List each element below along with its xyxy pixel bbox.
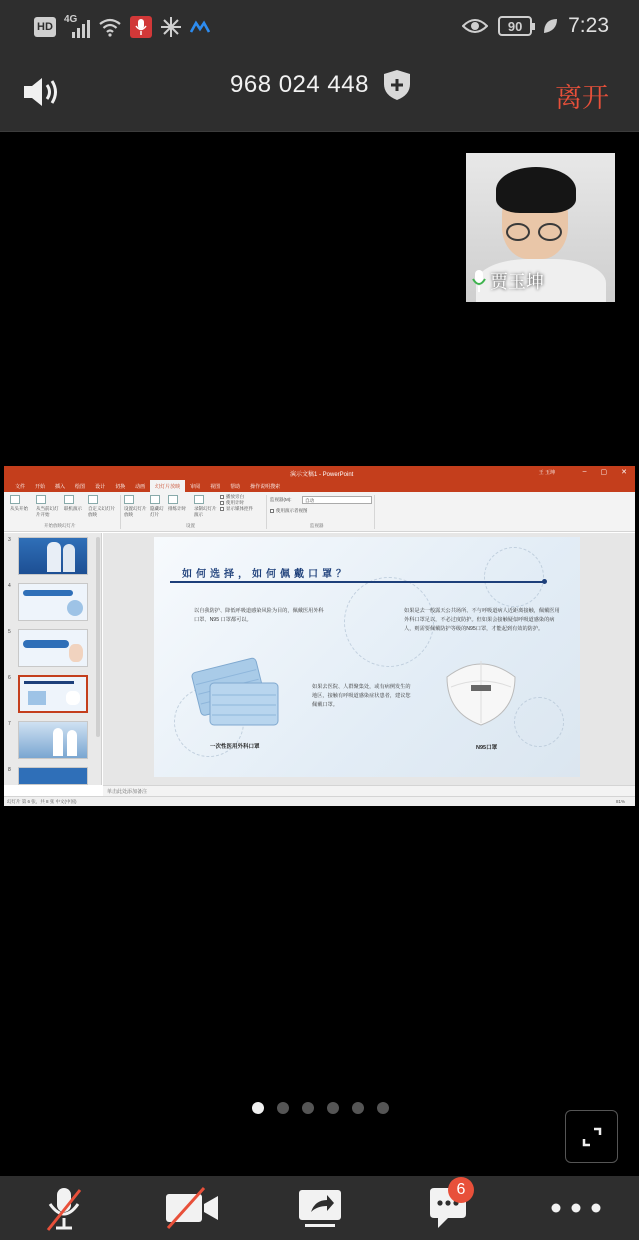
ppt-user-name: 王 玉坤 bbox=[538, 470, 555, 476]
ppt-tab[interactable]: 审阅 bbox=[190, 484, 201, 490]
ppt-tab[interactable]: 动画 bbox=[135, 484, 146, 490]
mask1-label: 一次性医用外科口罩 bbox=[210, 744, 260, 750]
ribbon-from-current[interactable]: 从当前幻灯片开始 bbox=[36, 495, 62, 518]
ppt-tab[interactable]: 开始 bbox=[35, 484, 46, 490]
ppt-ribbon bbox=[4, 492, 635, 532]
asterisk-icon bbox=[160, 16, 182, 38]
ribbon-rehearse[interactable]: 排练计时 bbox=[168, 495, 190, 512]
thumb-number: 3 bbox=[8, 537, 11, 543]
monitor-select[interactable]: 自动 bbox=[302, 496, 372, 504]
leaf-icon bbox=[542, 17, 558, 35]
ppt-tab[interactable]: 幻灯片放映 bbox=[150, 480, 185, 492]
meeting-app-icon bbox=[190, 20, 210, 34]
system-status-bar bbox=[0, 0, 639, 54]
meeting-toolbar bbox=[0, 1176, 639, 1240]
slide-text-right: 如果是去一般露天公共场所、不与呼吸道病人近距离接触，佩戴医用外科口罩足以，不必过度防护。但如果会接触疑似呼吸道感染的病人，则需要佩戴防护等级的N95口罩，才能起到有效的防护。 bbox=[404, 608, 560, 632]
participant-hair bbox=[496, 167, 576, 213]
camera-off-icon[interactable] bbox=[164, 1186, 220, 1230]
ribbon-group-monitor: 监视器 bbox=[310, 523, 324, 528]
close-icon[interactable]: ✕ bbox=[621, 469, 627, 476]
slide-editor[interactable] bbox=[103, 533, 635, 785]
speaker-icon[interactable] bbox=[22, 76, 60, 108]
fullscreen-icon bbox=[580, 1125, 604, 1149]
mask2-label: N95口罩 bbox=[476, 745, 498, 751]
ribbon-from-start[interactable]: 从头开始 bbox=[10, 495, 28, 512]
more-options-icon[interactable] bbox=[548, 1202, 604, 1214]
ppt-tab[interactable]: 操作说明搜索 bbox=[250, 484, 281, 490]
slide-text-left: 以自我防护、降低呼吸道感染风险为目的，佩戴医用外科口罩、N95 口罩都可以。 bbox=[194, 608, 324, 623]
share-screen-icon[interactable] bbox=[297, 1186, 343, 1230]
ppt-tab[interactable]: 插入 bbox=[55, 484, 66, 490]
thumb-number: 8 bbox=[8, 767, 11, 773]
check-narration[interactable]: 播放旁白 bbox=[220, 494, 266, 500]
current-slide[interactable] bbox=[154, 537, 580, 777]
check-media-controls[interactable]: 显示媒体控件 bbox=[220, 506, 266, 512]
chat-unread-badge: 6 bbox=[448, 1177, 474, 1203]
ppt-ribbon-tabs bbox=[4, 480, 635, 492]
mic-muted-icon[interactable] bbox=[44, 1186, 84, 1232]
fullscreen-button[interactable] bbox=[565, 1110, 618, 1163]
meeting-id[interactable]: 968 024 448 bbox=[230, 71, 369, 98]
window-controls bbox=[583, 468, 627, 476]
ppt-tab[interactable]: 绘图 bbox=[75, 484, 86, 490]
ppt-window-title: 演示文稿1 - PowerPoint bbox=[290, 472, 354, 478]
meeting-header bbox=[0, 54, 639, 132]
ribbon-group-setup: 设置 bbox=[186, 523, 195, 528]
maximize-icon[interactable]: ▢ bbox=[600, 469, 608, 476]
thumbs-scrollbar[interactable] bbox=[96, 537, 100, 737]
clock: 7:23 bbox=[568, 14, 609, 37]
ppt-tab[interactable]: 帮助 bbox=[230, 484, 241, 490]
notes-placeholder[interactable]: 单击此处添加备注 bbox=[103, 785, 635, 796]
thumb-number: 4 bbox=[8, 583, 11, 589]
ppt-tab[interactable]: 设计 bbox=[95, 484, 106, 490]
ribbon-group-start: 开始放映幻灯片 bbox=[44, 523, 76, 528]
battery-level: 90 bbox=[498, 16, 532, 36]
page-dot[interactable] bbox=[377, 1102, 389, 1114]
surgical-mask-image bbox=[188, 645, 284, 731]
ppt-status-bar bbox=[4, 796, 635, 806]
page-dot[interactable] bbox=[352, 1102, 364, 1114]
participant-name-label bbox=[472, 268, 544, 294]
glasses-left bbox=[506, 223, 530, 241]
thumb-number: 7 bbox=[8, 721, 11, 727]
mic-icon bbox=[472, 270, 486, 292]
ppt-tab[interactable]: 切换 bbox=[115, 484, 126, 490]
ribbon-online-present[interactable]: 联机演示 bbox=[64, 495, 86, 512]
ribbon-record[interactable]: 录制幻灯片演示 bbox=[194, 495, 220, 518]
participant-video-tile[interactable] bbox=[466, 153, 615, 302]
page-dot[interactable] bbox=[277, 1102, 289, 1114]
slide-thumbnail[interactable] bbox=[18, 767, 88, 785]
slide-thumbnail[interactable] bbox=[18, 583, 88, 621]
page-dot[interactable] bbox=[327, 1102, 339, 1114]
slide-text-center: 如果去医院、人群聚集处，或有病例发生的地区，接触有呼吸道感染症状患者，建议您佩戴口罩。 bbox=[312, 684, 411, 708]
page-dot-active[interactable] bbox=[252, 1102, 264, 1114]
slide-thumbnail[interactable] bbox=[18, 629, 88, 667]
page-dot[interactable] bbox=[302, 1102, 314, 1114]
security-shield-icon[interactable] bbox=[383, 69, 411, 101]
slide-thumbnail[interactable] bbox=[18, 721, 88, 759]
slide-thumbnail-selected[interactable] bbox=[18, 675, 88, 713]
slide-title: 如何选择，如何佩戴口罩？ bbox=[182, 569, 350, 580]
ppt-status-left: 幻灯片 第 6 张，共 8 张 中文(中国) bbox=[7, 799, 77, 804]
hd-badge: HD bbox=[34, 17, 56, 37]
participant-name: 贾玉坤 bbox=[490, 272, 544, 292]
minimize-icon[interactable]: – bbox=[582, 468, 587, 475]
title-underline bbox=[170, 581, 544, 583]
ribbon-custom-show[interactable]: 自定义幻灯片放映 bbox=[88, 495, 116, 518]
ppt-title-bar bbox=[4, 466, 635, 480]
ribbon-hide-slide[interactable]: 隐藏幻灯片 bbox=[150, 495, 164, 518]
slide-thumbnail[interactable] bbox=[18, 537, 88, 575]
zoom-level[interactable]: 81% bbox=[615, 799, 625, 804]
n95-mask-image bbox=[441, 657, 521, 727]
shared-screen[interactable] bbox=[4, 466, 635, 806]
page-indicator bbox=[252, 1102, 389, 1114]
leave-meeting-button[interactable]: 离开 bbox=[555, 83, 609, 113]
thumb-number: 6 bbox=[8, 675, 11, 681]
ribbon-setup-show[interactable]: 设置幻灯片放映 bbox=[124, 495, 148, 518]
eye-comfort-icon bbox=[462, 17, 488, 35]
monitor-label: 监视器(M): bbox=[270, 497, 292, 502]
ribbon-checks bbox=[220, 494, 266, 512]
slide-thumbnails-pane[interactable] bbox=[4, 533, 102, 785]
wifi-icon bbox=[98, 17, 122, 37]
thumb-number: 5 bbox=[8, 629, 11, 635]
check-presenter-view[interactable]: 使用演示者视图 bbox=[270, 508, 308, 514]
mic-recording-icon bbox=[130, 16, 152, 38]
glasses-right bbox=[538, 223, 562, 241]
ppt-tab[interactable]: 视图 bbox=[210, 484, 221, 490]
ppt-tab[interactable]: 文件 bbox=[15, 484, 26, 490]
cellular-signal-icon: 4G bbox=[64, 16, 90, 38]
check-timing[interactable]: 使用计时 bbox=[220, 500, 266, 506]
